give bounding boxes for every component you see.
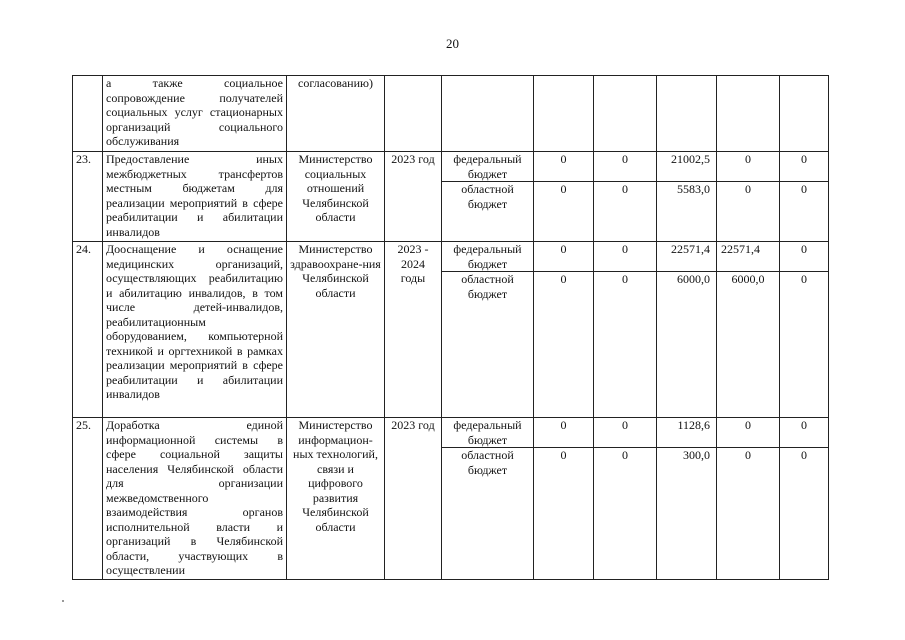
value-cell: 5583,0 bbox=[657, 182, 717, 242]
funding-source: областной бюджет bbox=[442, 448, 534, 580]
value-cell: 0 bbox=[780, 152, 829, 182]
value-cell: 0 bbox=[534, 448, 594, 580]
value-cell: 0 bbox=[717, 152, 780, 182]
funding-source bbox=[442, 76, 534, 152]
program-table bbox=[72, 75, 829, 580]
value-cell: 0 bbox=[534, 418, 594, 448]
value-cell: 0 bbox=[534, 272, 594, 418]
value-cell: 6000,0 bbox=[717, 272, 780, 418]
value-cell: 0 bbox=[534, 182, 594, 242]
value-cell: 0 bbox=[780, 242, 829, 272]
period-cell: 2023 - 2024 годы bbox=[385, 242, 442, 418]
period-cell: 2023 год bbox=[385, 152, 442, 242]
table-row bbox=[73, 418, 829, 448]
value-cell bbox=[780, 76, 829, 152]
value-cell: 1128,6 bbox=[657, 418, 717, 448]
value-cell: 0 bbox=[780, 272, 829, 418]
funding-source: областной бюджет bbox=[442, 182, 534, 242]
row-number bbox=[73, 76, 103, 152]
funding-source: областной бюджет bbox=[442, 272, 534, 418]
value-cell: 0 bbox=[780, 448, 829, 580]
value-cell bbox=[534, 76, 594, 152]
value-cell: 0 bbox=[780, 182, 829, 242]
measure-description: Доработка единой информационной системы в сфере социальной защиты населения Челябинской области для организации межведомственного взаимодействия органов исполнительной власти и организаций в Челябинской области, участвующих в осуществлении bbox=[103, 418, 287, 580]
value-cell: 0 bbox=[534, 152, 594, 182]
value-cell: 21002,5 bbox=[657, 152, 717, 182]
value-cell: 0 bbox=[717, 182, 780, 242]
executor-cell: Министерство социальных отношений Челябинской области bbox=[287, 152, 385, 242]
value-cell: 0 bbox=[594, 418, 657, 448]
measure-description: Дооснащение и оснащение медицинских организаций, осуществляющих реабилитацию и абилитацию инвалидов, в том числе детей-инвалидов, реабилитационным оборудованием, компьютерной техникой и оргтехникой в рамках реализации мероприятий в сфере реабилитации и абилитации инвалидов bbox=[103, 242, 287, 418]
funding-source: федеральный бюджет bbox=[442, 418, 534, 448]
funding-source: федеральный бюджет bbox=[442, 242, 534, 272]
funding-source: федеральный бюджет bbox=[442, 152, 534, 182]
table-row bbox=[73, 152, 829, 182]
value-cell: 0 bbox=[594, 152, 657, 182]
table-row bbox=[73, 76, 829, 152]
value-cell: 300,0 bbox=[657, 448, 717, 580]
row-number: 23. bbox=[73, 152, 103, 242]
table-row bbox=[73, 242, 829, 272]
value-cell: 0 bbox=[717, 418, 780, 448]
measure-description: Предоставление иных межбюджетных трансфертов местным бюджетам для реализации мероприятий в сфере реабилитации и абилитации инвалидов bbox=[103, 152, 287, 242]
page-number: 20 bbox=[446, 36, 459, 51]
value-cell bbox=[717, 76, 780, 152]
executor-cell: Министерство информацион-ных технологий, связи и цифрового развития Челябинской области bbox=[287, 418, 385, 580]
value-cell: 0 bbox=[717, 448, 780, 580]
value-cell: 0 bbox=[594, 448, 657, 580]
value-cell: 22571,4 bbox=[657, 242, 717, 272]
scan-speck bbox=[62, 600, 64, 602]
value-cell bbox=[657, 76, 717, 152]
value-cell: 0 bbox=[534, 242, 594, 272]
row-number: 24. bbox=[73, 242, 103, 418]
executor-cell: согласованию) bbox=[287, 76, 385, 152]
period-cell: 2023 год bbox=[385, 418, 442, 580]
value-cell: 0 bbox=[594, 272, 657, 418]
value-cell: 0 bbox=[780, 418, 829, 448]
measure-description: а также социальное сопровождение получателей социальных услуг стационарных организаций социального обслуживания bbox=[103, 76, 287, 152]
row-number: 25. bbox=[73, 418, 103, 580]
value-cell: 22571,4 bbox=[717, 242, 780, 272]
value-cell: 6000,0 bbox=[657, 272, 717, 418]
value-cell bbox=[594, 76, 657, 152]
value-cell: 0 bbox=[594, 242, 657, 272]
period-cell bbox=[385, 76, 442, 152]
executor-cell: Министерство здравоохране-ния Челябинской области bbox=[287, 242, 385, 418]
value-cell: 0 bbox=[594, 182, 657, 242]
